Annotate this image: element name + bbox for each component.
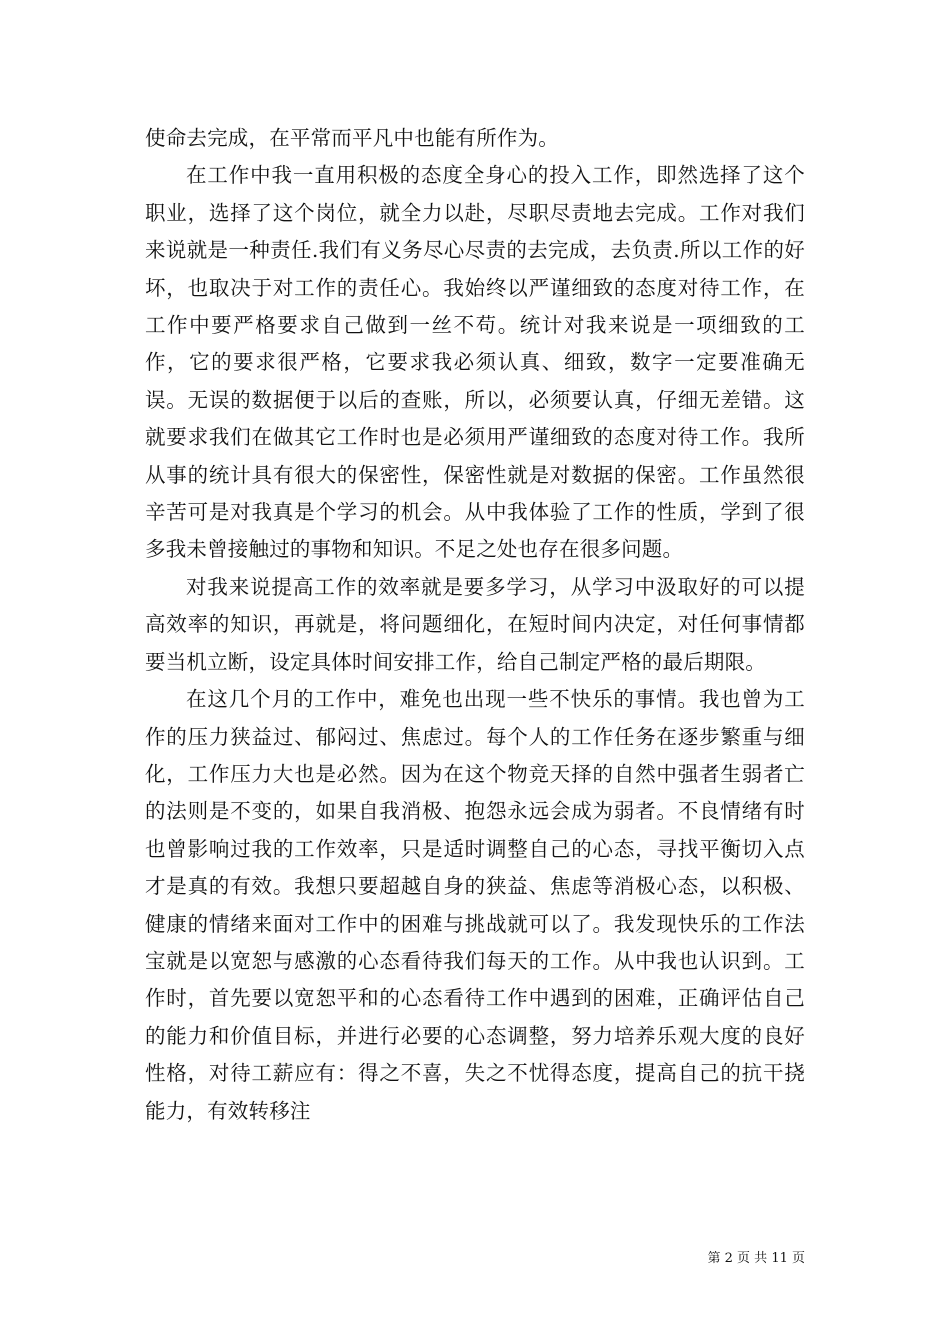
document-body xyxy=(145,120,805,1130)
paragraph-1: 使命去完成，在平常而平凡中也能有所作为。 xyxy=(145,126,559,150)
page-number-footer: 第 2 页 共 11 页 xyxy=(707,1251,805,1266)
paragraph-3: 对我来说提高工作的效率就是要多学习，从学习中汲取好的可以提高效率的知识，再就是，将问题细化，在短时间内决定，对任何事情都要当机立断，设定具体时间安排工作，给自己制定严格的最后期限。 xyxy=(145,574,805,674)
paragraph-4: 在这几个月的工作中，难免也出现一些不快乐的事情。我也曾为工作的压力狭益过、郁闷过、焦虑过。每个人的工作任务在逐步繁重与细化，工作压力大也是必然。因为在这个物竞天择的自然中强者生弱者亡的法则是不变的，如果自我消极、抱怨永远会成为弱者。不良情绪有时也曾影响过我的工作效率，只是适时调整自己的心态，寻找平衡切入点才是真的有效。我想只要超越自身的狭益、焦虑等消极心态，以积极、健康的情绪来面对工作中的困难与挑战就可以了。我发现快乐的工作法宝就是以宽恕与感激的心态看待我们每天的工作。从中我也认识到。工作时，首先要以宽恕平和的心态看待工作中遇到的困难，正确评估自己的能力和价值目标，并进行必要的心态调整，努力培养乐观大度的良好性格，对待工薪应有：得之不喜，失之不忧得态度，提高自己的抗干挠能力，有效转移注 xyxy=(145,687,805,1123)
paragraph-2: 在工作中我一直用积极的态度全身心的投入工作，即然选择了这个职业，选择了这个岗位，就全力以赴，尽职尽责地去完成。工作对我们来说就是一种责任.我们有义务尽心尽责的去完成，去负责.所以工作的好坏，也取决于对工作的责任心。我始终以严谨细致的态度对待工作，在工作中要严格要求自己做到一丝不苟。统计对我来说是一项细致的工作，它的要求很严格，它要求我必须认真、细致，数字一定要准确无误。无误的数据便于以后的查账，所以，必须要认真，仔细无差错。这就要求我们在做其它工作时也是必须用严谨细致的态度对待工作。我所从事的统计具有很大的保密性，保密性就是对数据的保密。工作虽然很辛苦可是对我真是个学习的机会。从中我体验了工作的性质，学到了很多我未曾接触过的事物和知识。不足之处也存在很多问题。 xyxy=(145,163,805,562)
